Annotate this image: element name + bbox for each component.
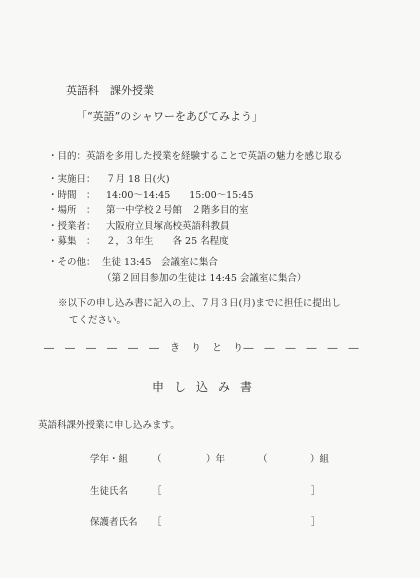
other-line-2: （第２回目参加の生徒は 14:45 会議室に集合）	[102, 272, 307, 284]
other-text-1: 生徒 13:45 会議室に集合	[102, 257, 218, 268]
detail-recruitment	[48, 234, 254, 250]
detail-value: ７月 18 日(火)	[106, 174, 170, 185]
class-close-paren: ）組	[310, 454, 330, 465]
detail-value: 大阪府立貝塚高校英語科教員	[106, 220, 230, 232]
purpose-label: ・目的：	[48, 151, 87, 162]
event-details	[48, 172, 254, 250]
other-label: ・その他：	[48, 257, 96, 268]
other-line-1	[48, 255, 306, 271]
student-name-label: 生徒氏名	[90, 486, 129, 497]
grade-open-paren: （	[152, 454, 162, 465]
submission-instruction	[58, 295, 341, 329]
detail-label: ・場所 ：	[48, 205, 96, 216]
class-open-paren: （	[258, 454, 268, 465]
guardian-name-label: 保護者氏名	[90, 517, 138, 528]
cut-line: ― ― ― ― ― ― き り と り― ― ― ― ― ―	[44, 343, 359, 354]
student-name-open-bracket: ［	[152, 486, 162, 497]
detail-value: 第一中学校２号館 ２階多目的室	[106, 205, 249, 216]
detail-value: ２，３年生 各 25 名程度	[106, 236, 229, 247]
grade-close-paren: ）年	[206, 454, 226, 465]
instruction-line-1: ※以下の申し込み書に記入の上、７月３日(月)までに担任に提出し	[58, 298, 341, 309]
other-notes	[48, 255, 306, 286]
application-statement: 英語科課外授業に申し込みます。	[38, 420, 180, 431]
grade-class-label: 学年・組	[90, 454, 129, 465]
form-title: 申し込み書	[152, 380, 263, 394]
catchphrase: 「“英語”のシャワーをあびてみよう」	[76, 110, 264, 123]
guardian-name-open-bracket: ［	[152, 517, 162, 528]
instruction-line-2: てください。	[69, 315, 127, 326]
purpose-line	[48, 148, 343, 162]
student-name-close-bracket: ］	[311, 486, 321, 497]
purpose-text: 英語を多用した授業を経験することで英語の魅力を感じ取る	[86, 151, 343, 162]
detail-time	[48, 188, 254, 204]
department-heading: 英語科 課外授業	[66, 84, 154, 97]
detail-date	[48, 172, 254, 188]
detail-label: ・授業者：	[48, 220, 96, 232]
detail-value: 14:00～14:45 15:00～15:45	[106, 189, 254, 201]
detail-instructor	[48, 219, 254, 235]
detail-place	[48, 203, 254, 219]
detail-label: ・時間 ：	[48, 189, 96, 201]
guardian-name-close-bracket: ］	[311, 517, 321, 528]
detail-label: ・募集 ：	[48, 236, 96, 247]
detail-label: ・実施日：	[48, 174, 96, 185]
